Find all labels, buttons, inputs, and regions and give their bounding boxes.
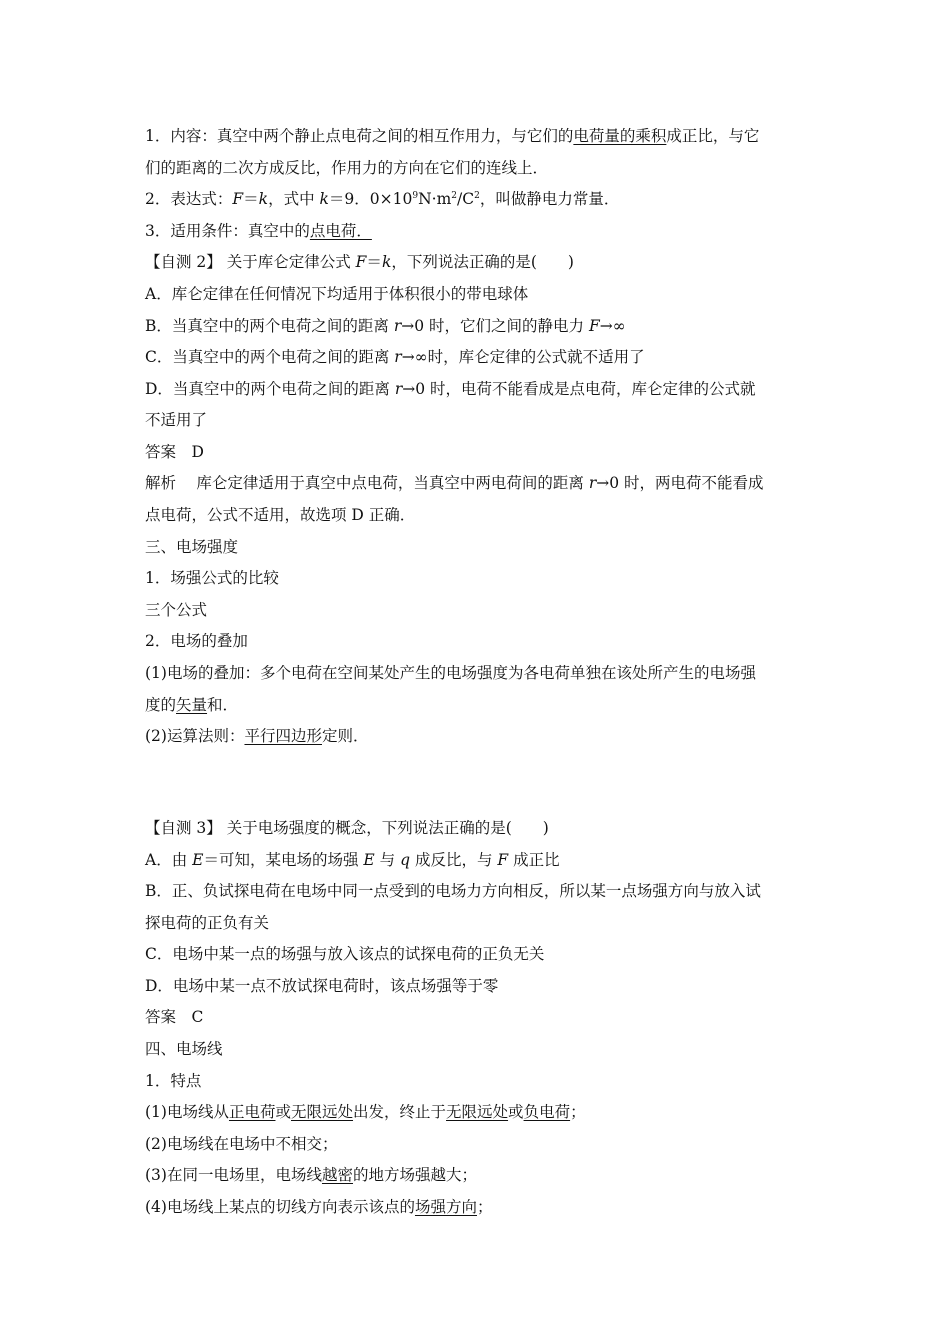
field-lines-features: 1．特点 bbox=[145, 1072, 202, 1090]
field-formula-comparison: 1．场强公式的比较 bbox=[145, 569, 279, 587]
text: ，下列说法正确的是( ) bbox=[391, 253, 574, 271]
text: 成正比 bbox=[508, 851, 560, 869]
underlined-term: 点电荷． bbox=[309, 222, 372, 240]
section-heading-field-lines: 四、电场线 bbox=[145, 1040, 223, 1058]
underlined-term: 负电荷 bbox=[523, 1103, 571, 1121]
self-test-2-option-a: A．库仑定律在任何情况下均适用于体积很小的带电球体 bbox=[145, 285, 529, 303]
text: →0 时，两电荷不能看成 bbox=[596, 474, 764, 492]
text: 定则． bbox=[321, 727, 369, 745]
variable: F bbox=[355, 253, 367, 271]
text: →∞时，库仑定律的公式就不适用了 bbox=[401, 348, 645, 366]
variable: r bbox=[394, 380, 403, 398]
variable: F bbox=[497, 851, 509, 869]
text: 与 bbox=[374, 851, 401, 869]
exponent: 9 bbox=[412, 191, 419, 201]
text: 或 bbox=[275, 1103, 291, 1121]
text: 3．适用条件：真空中的 bbox=[145, 222, 310, 240]
variable: F bbox=[232, 190, 244, 208]
self-test-2-analysis-cont: 点电荷，公式不适用，故选项 D 正确． bbox=[145, 506, 416, 524]
self-test-3-option-b: B．正、负试探电荷在电场中同一点受到的电场力方向相反，所以某一点场强方向与放入试 bbox=[145, 882, 761, 900]
variable: k bbox=[258, 190, 269, 208]
text: 和． bbox=[207, 696, 239, 714]
variable: k bbox=[381, 253, 392, 271]
self-test-2-answer: 答案 D bbox=[145, 443, 204, 461]
self-test-2-option-d bbox=[145, 378, 756, 400]
self-test-3-option-d: D．电场中某一点不放试探电荷时，该点场强等于零 bbox=[145, 977, 499, 995]
self-test-2-option-c bbox=[145, 346, 645, 368]
text: (1)电场线从 bbox=[145, 1103, 229, 1121]
text: ＝ bbox=[243, 190, 259, 208]
text: 成反比，与 bbox=[410, 851, 498, 869]
variable: F bbox=[588, 317, 600, 335]
text: ＝ bbox=[366, 253, 382, 271]
coulomb-expression bbox=[145, 188, 619, 210]
text: 的地方场强越大； bbox=[352, 1166, 477, 1184]
underlined-term: 矢量 bbox=[176, 696, 208, 714]
self-test-2-stem bbox=[145, 251, 574, 273]
field-lines-point-2: (2)电场线在电场中不相交； bbox=[145, 1135, 338, 1153]
text: (4)电场线上某点的切线方向表示该点的 bbox=[145, 1198, 415, 1216]
self-test-3-stem: 【自测 3】 关于电场强度的概念，下列说法正确的是( ) bbox=[145, 819, 549, 837]
self-test-3-option-a bbox=[145, 849, 560, 871]
text: →0 时，它们之间的静电力 bbox=[401, 317, 589, 335]
text: N·m bbox=[418, 190, 452, 208]
superposition-line-2 bbox=[145, 694, 238, 716]
variable: E bbox=[363, 851, 375, 869]
variable: r bbox=[393, 317, 402, 335]
superposition-line-1: (1)电场的叠加：多个电荷在空间某处产生的电场强度为各电荷单独在该处所产生的电场强 bbox=[145, 664, 756, 682]
self-test-2-analysis bbox=[145, 472, 764, 494]
text: 或 bbox=[508, 1103, 524, 1121]
variable: r bbox=[394, 348, 402, 366]
underlined-term: 越密 bbox=[321, 1166, 353, 1184]
self-test-3-option-b-cont: 探电荷的正负有关 bbox=[145, 914, 270, 932]
three-formulas: 三个公式 bbox=[145, 601, 208, 619]
underlined-term: 无限远处 bbox=[446, 1103, 509, 1121]
text: 2．表达式： bbox=[145, 190, 233, 208]
text: 1．内容：真空中两个静止点电荷之间的相互作用力，与它们的 bbox=[145, 127, 574, 145]
text: /C bbox=[457, 190, 475, 208]
exponent: 2 bbox=[474, 191, 480, 201]
coulomb-content-line-1 bbox=[145, 125, 759, 147]
section-heading-field-strength: 三、电场强度 bbox=[145, 538, 239, 556]
self-test-3-answer: 答案 C bbox=[145, 1008, 204, 1026]
text: 出发，终止于 bbox=[353, 1103, 447, 1121]
text: 度的 bbox=[145, 696, 177, 714]
text: ＝9．0×10 bbox=[328, 190, 413, 208]
variable: k bbox=[319, 190, 329, 208]
underlined-term: 平行四边形 bbox=[244, 727, 322, 745]
variable: q bbox=[400, 851, 411, 869]
operation-rule bbox=[145, 725, 369, 747]
text: A．由 bbox=[145, 851, 193, 869]
text: ； bbox=[570, 1103, 586, 1121]
field-superposition-title: 2．电场的叠加 bbox=[145, 632, 248, 650]
underlined-term: 场强方向 bbox=[414, 1198, 477, 1216]
text: ＝可知，某电场的场强 bbox=[203, 851, 364, 869]
text: ； bbox=[476, 1198, 493, 1216]
self-test-2-option-b bbox=[145, 315, 626, 337]
text: C．当真空中的两个电荷之间的距离 bbox=[145, 348, 395, 366]
text: D．当真空中的两个电荷之间的距离 bbox=[145, 380, 395, 398]
text: 【自测 2】 关于库仑定律公式 bbox=[145, 253, 356, 271]
underlined-term: 正电荷 bbox=[228, 1103, 276, 1121]
text: 解析 库仑定律适用于真空中点电荷，当真空中两电荷间的距离 bbox=[145, 474, 589, 492]
text: (2)运算法则： bbox=[145, 727, 245, 745]
self-test-2-option-d-cont: 不适用了 bbox=[145, 411, 208, 429]
text: ，叫做静电力常量． bbox=[479, 190, 620, 208]
coulomb-condition bbox=[145, 220, 372, 242]
text: →∞ bbox=[599, 317, 626, 335]
field-lines-point-1 bbox=[145, 1101, 586, 1123]
text: B．当真空中的两个电荷之间的距离 bbox=[145, 317, 394, 335]
field-lines-point-4 bbox=[145, 1196, 493, 1218]
text: ，式中 bbox=[268, 190, 320, 208]
variable: E bbox=[192, 851, 204, 869]
field-lines-point-3 bbox=[145, 1164, 477, 1186]
variable: r bbox=[588, 474, 597, 492]
underlined-term: 电荷量的乘积 bbox=[573, 127, 667, 145]
text: (3)在同一电场里，电场线 bbox=[145, 1166, 322, 1184]
text: →0 时，电荷不能看成是点电荷，库仑定律的公式就 bbox=[402, 380, 756, 398]
exponent: 2 bbox=[451, 191, 457, 201]
self-test-3-option-c: C．电场中某一点的场强与放入该点的试探电荷的正负无关 bbox=[145, 945, 545, 963]
underlined-term: 无限远处 bbox=[291, 1103, 354, 1121]
text: 成正比，与它 bbox=[666, 127, 760, 145]
coulomb-content-line-2: 们的距离的二次方成反比，作用力的方向在它们的连线上． bbox=[145, 159, 549, 177]
